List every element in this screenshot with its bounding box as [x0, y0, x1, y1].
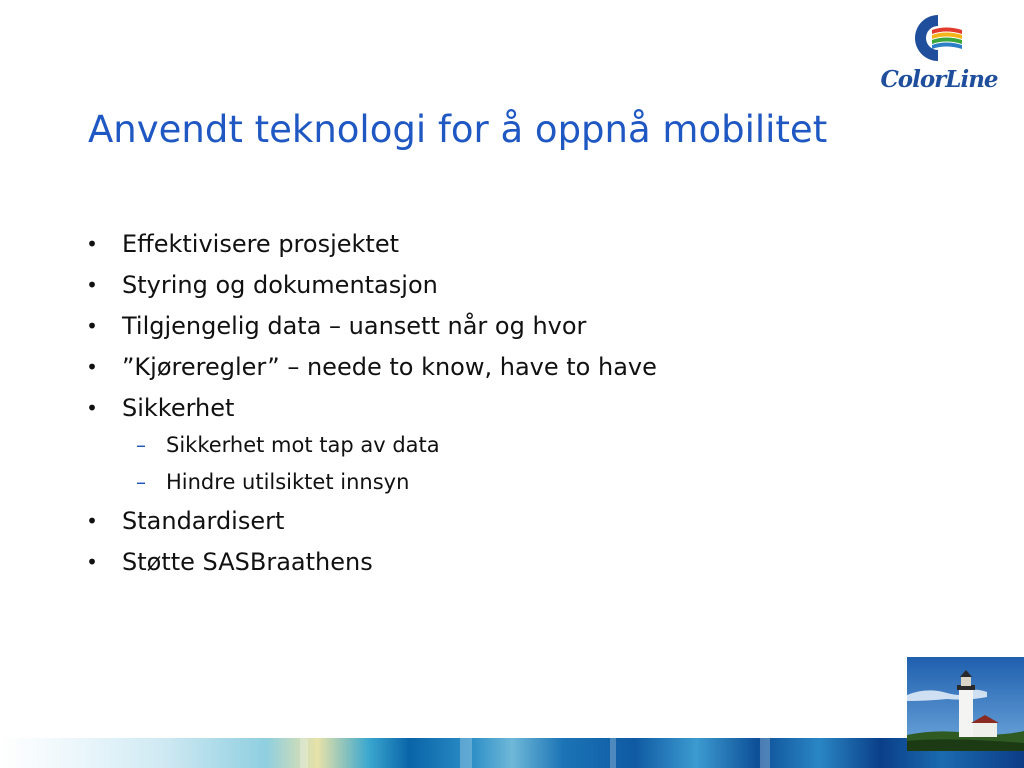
bullet-marker: • [86, 273, 98, 297]
bullet-item [82, 501, 657, 542]
logo-wordmark: ColorLine [880, 66, 998, 93]
sub-bullet-marker: – [136, 470, 146, 494]
sub-bullet-item [82, 427, 657, 464]
bullet-text: ”Kjøreregler” – neede to know, have to have [122, 353, 657, 381]
sub-bullet-text: Hindre utilsiktet innsyn [166, 470, 410, 494]
bullet-item [82, 388, 657, 429]
bullet-marker: • [86, 232, 98, 256]
colorline-emblem-icon [912, 12, 966, 64]
bullet-item [82, 265, 657, 306]
bullet-text: Effektivisere prosjektet [122, 230, 399, 258]
bullet-marker: • [86, 314, 98, 338]
bullet-marker: • [86, 355, 98, 379]
sub-bullet-text: Sikkerhet mot tap av data [166, 433, 440, 457]
colorline-logo [876, 12, 1002, 94]
bullet-marker: • [86, 509, 98, 533]
band-stripe [610, 738, 616, 768]
band-stripe [300, 738, 308, 768]
bullet-marker: • [86, 396, 98, 420]
sub-bullet-marker: – [136, 433, 146, 457]
bullet-text: Standardisert [122, 507, 285, 535]
bullet-item [82, 306, 657, 347]
band-stripe [760, 738, 770, 768]
decorative-bottom-band [0, 738, 1024, 768]
bullet-item [82, 542, 657, 583]
bullet-text: Tilgjengelig data – uansett når og hvor [122, 312, 587, 340]
slide-title: Anvendt teknologi for å oppnå mobilitet [88, 108, 828, 151]
bullet-text: Styring og dokumentasjon [122, 271, 438, 299]
bullet-list [82, 224, 657, 583]
bullet-item [82, 347, 657, 388]
lighthouse-photo [907, 657, 1024, 751]
sub-bullet-item [82, 464, 657, 501]
lighthouse-image-icon [907, 657, 1024, 751]
bullet-item [82, 224, 657, 265]
bullet-text: Sikkerhet [122, 394, 235, 422]
band-stripe [460, 738, 472, 768]
bullet-marker: • [86, 550, 98, 574]
bullet-text: Støtte SASBraathens [122, 548, 373, 576]
